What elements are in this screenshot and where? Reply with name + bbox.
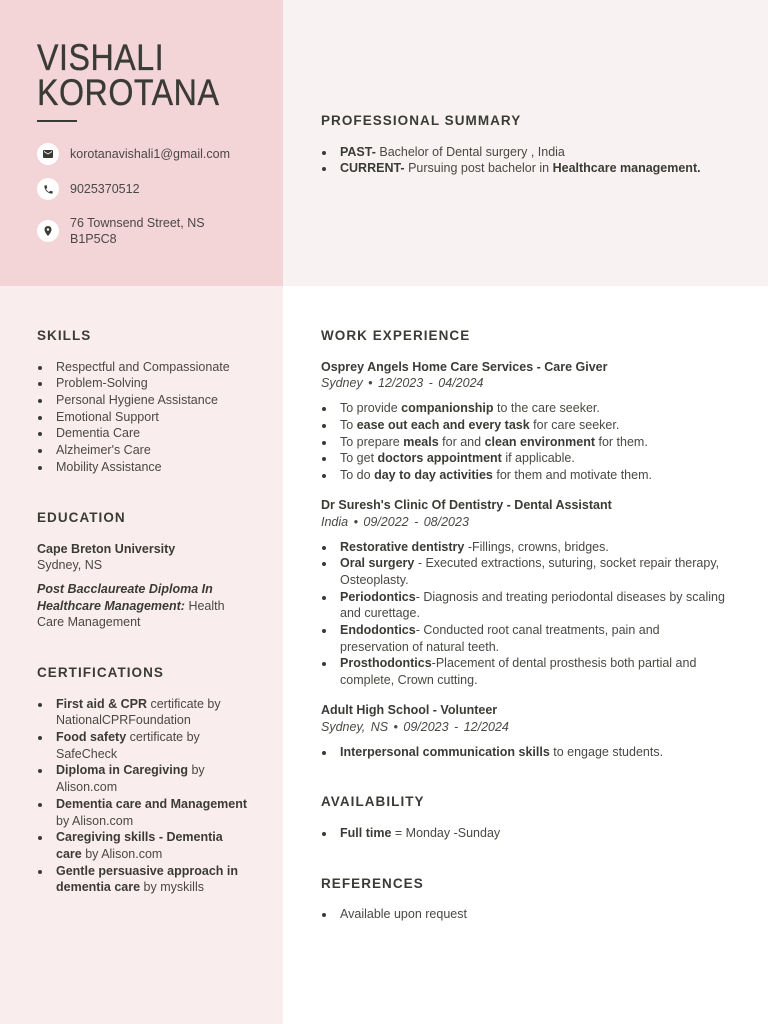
text-line [56,762,247,779]
job-meta: India • 09/2022 - 08/2023 [321,514,469,529]
regular-text: - Conducted root canal treatments, pain and [415,623,660,638]
responsibility-item [321,655,725,688]
text-line [56,829,247,846]
bold-text: Gentle persuasive approach in [56,863,239,878]
text-line [56,375,230,392]
certification-item [37,729,247,762]
regular-text: Problem-Solving [56,376,148,391]
regular-text: complete, Crown cutting. [340,673,478,688]
name-last: KOROTANA [37,72,220,113]
job-meta: Sydney, NS • 09/2023 - 12/2024 [321,719,509,734]
regular-text: for and [438,434,485,449]
text-line [37,614,225,631]
bold-text: Interpersonal communication skills [340,744,550,759]
responsibility-item [321,434,725,451]
regular-text: by Alison.com [56,813,134,828]
envelope-icon [37,143,59,165]
certification-item [37,863,247,896]
text-line [37,557,225,574]
certifications-list [37,696,247,896]
bold-text: dementia care [56,880,141,895]
bold-text: care [56,846,82,861]
section-heading-skills: SKILLS [37,328,92,343]
text-line [56,879,247,896]
text-line [340,589,725,606]
email-text: korotanavishali1@gmail.com [70,146,230,161]
job-entry [321,702,725,760]
text-line [56,712,247,729]
section-heading-availability: AVAILABILITY [321,794,425,809]
contact-phone [37,178,140,200]
section-heading-work-experience: WORK EXPERIENCE [321,328,471,343]
text-line [340,160,701,177]
bold-text: Restorative dentistry [340,539,465,554]
bold-text: meals [403,434,439,449]
summary-list [321,144,701,177]
regular-text: Alzheimer's Care [56,443,151,458]
regular-text: To [340,418,357,432]
job-list [321,359,725,774]
text-line [56,729,247,746]
contact-address [37,215,205,248]
regular-text: Personal Hygiene Assistance [56,393,218,407]
bold-text: Healthcare management. [552,161,701,176]
responsibility-item [321,744,725,761]
education-list [37,541,225,639]
regular-text: To do [340,468,375,483]
education-entry [37,581,225,631]
text-line [56,813,247,830]
skill-item [37,375,230,392]
text-line [340,622,725,639]
responsibility-item [321,417,725,434]
regular-text: Bachelor of Dental surgery , India [375,144,565,159]
job-title: Adult High School - Volunteer [321,702,498,717]
job-responsibilities [321,400,725,484]
location-pin-icon [37,220,59,242]
text-line [37,581,225,598]
responsibility-item [321,589,725,622]
responsibility-item [321,622,725,655]
job-title: Dr Suresh's Clinic Of Dentistry - Dental Assistant [321,497,612,512]
bold-text: Caregiving skills - Dementia [56,830,223,845]
text-line [56,409,230,426]
text-line [340,400,725,417]
bold-text: First aid & CPR [56,696,147,711]
regular-text: Pursuing post bachelor in [404,161,553,176]
contact-text [70,146,230,163]
name-first: VISHALI [37,37,165,78]
text-line [340,744,725,761]
skill-item [37,392,230,409]
text-line [56,696,247,713]
job-title: Osprey Angels Home Care Services - Care Giver [321,359,608,374]
text-line [340,555,725,572]
regular-text: Care Management [37,615,141,630]
regular-text: = Monday -Sunday [391,825,501,840]
contact-text [70,215,205,248]
name-divider [37,120,77,122]
text-line [340,144,701,161]
bold-text: Endodontics [340,623,416,638]
regular-text: Available upon request [340,906,467,921]
summary-item [321,144,701,161]
text-line [340,605,725,622]
summary-item [321,160,701,177]
education-entry [37,541,225,574]
bold-text: Post Bacclaureate Diploma In [37,582,213,596]
skill-item [37,359,230,376]
certification-item [37,829,247,862]
regular-text: by [187,763,205,778]
regular-text: - Executed extractions, suturing, socket repair therapy, [414,556,720,571]
text-line [340,467,725,484]
bold-text: clean environment [484,434,596,449]
bold-text: Diploma in Caregiving [56,763,188,778]
regular-text: preservation of natural teeth. [340,639,500,654]
regular-text: To prepare [340,434,404,449]
section-heading-certifications: CERTIFICATIONS [37,665,164,680]
regular-text: by myskills [140,880,204,895]
text-line [340,417,725,434]
job-responsibilities [321,744,725,761]
references-list [321,906,467,923]
text-line [56,359,230,376]
regular-text: certificate by [147,696,221,711]
text-line [340,450,725,467]
certification-item [37,796,247,829]
text-line [340,906,467,923]
section-heading-references: REFERENCES [321,876,424,891]
text-line [37,541,225,558]
regular-text: Dementia Care [56,426,141,441]
text-line [56,796,247,813]
certification-item [37,696,247,729]
text-line [56,846,247,863]
text-line [37,598,225,615]
bold-text: Full time [340,825,392,840]
text-line [56,459,230,476]
regular-text: Health [184,598,225,613]
regular-text: if applicable. [501,451,575,466]
bold-text: ease out each and every task [356,418,530,432]
bold-text: Healthcare Management: [37,598,185,613]
text-line [340,572,725,589]
regular-text: To get [340,451,378,466]
reference-item [321,906,467,923]
section-heading-professional-summary: PROFESSIONAL SUMMARY [321,113,522,128]
responsibility-item [321,467,725,484]
phone-text: 9025370512 [70,181,140,196]
phone-icon [37,178,59,200]
regular-text: SafeCheck [56,746,118,761]
regular-text: Emotional Support [56,409,159,424]
regular-text: Respectful and Compassionate [56,359,230,374]
bold-text: Periodontics [340,589,416,604]
address-line: 76 Townsend Street, NS [70,215,205,230]
regular-text: and curettage. [340,606,420,621]
skill-item [37,409,230,426]
responsibility-item [321,539,725,556]
responsibility-item [321,450,725,467]
regular-text: by Alison.com [81,846,163,861]
bold-text: PAST- [340,144,376,159]
text-line [56,746,247,763]
regular-text: -Fillings, crowns, bridges. [464,539,609,554]
regular-text: NationalCPRFoundation [56,713,191,728]
text-line [340,639,725,656]
regular-text: for them and motivate them. [492,468,652,483]
text-line [56,392,230,409]
candidate-name [37,37,220,113]
skill-item [37,459,230,476]
regular-text: to engage students. [549,744,664,759]
regular-text: Alison.com [56,780,118,795]
text-line [56,425,230,442]
regular-text: To provide [340,401,402,416]
skill-item [37,442,230,459]
regular-text: Sydney, NS [37,558,103,573]
skills-list [37,359,230,476]
regular-text: Mobility Assistance [56,459,162,474]
job-responsibilities [321,539,725,689]
contact-email [37,143,230,165]
bold-text: Cape Breton University [37,541,176,556]
bold-text: companionship [401,401,494,416]
regular-text: Osteoplasty. [340,572,409,587]
responsibility-item [321,555,725,588]
regular-text: for them. [595,434,648,449]
bold-text: doctors appointment [377,451,502,466]
regular-text: - Diagnosis and treating periodontal diseases by scaling [415,589,725,604]
regular-text: certificate by [126,730,200,744]
regular-text: -Placement of dental prosthesis both partial and [431,656,697,671]
text-line [56,442,230,459]
responsibility-item [321,400,725,417]
text-line [56,863,247,880]
job-meta: Sydney • 12/2023 - 04/2024 [321,376,484,391]
job-entry [321,497,725,689]
bold-text: Oral surgery [340,556,415,571]
text-line [340,655,725,672]
availability-list [321,825,500,842]
text-line [340,672,725,689]
bold-text: day to day activities [374,468,493,483]
text-line [56,779,247,796]
text-line [340,434,725,451]
skill-item [37,425,230,442]
contact-text [70,181,140,198]
regular-text: to the care seeker. [493,401,600,416]
bold-text: Dementia care and Management [56,796,248,811]
bold-text: Prosthodontics [340,656,432,671]
regular-text: for care seeker. [529,418,620,432]
bold-text: CURRENT- [340,161,405,176]
address-line: B1P5C8 [70,232,117,246]
availability-item [321,825,500,842]
text-line [340,539,725,556]
section-heading-education: EDUCATION [37,510,126,525]
certification-item [37,762,247,795]
job-entry [321,359,725,484]
text-line [340,825,500,842]
bold-text: Food safety [56,730,127,744]
